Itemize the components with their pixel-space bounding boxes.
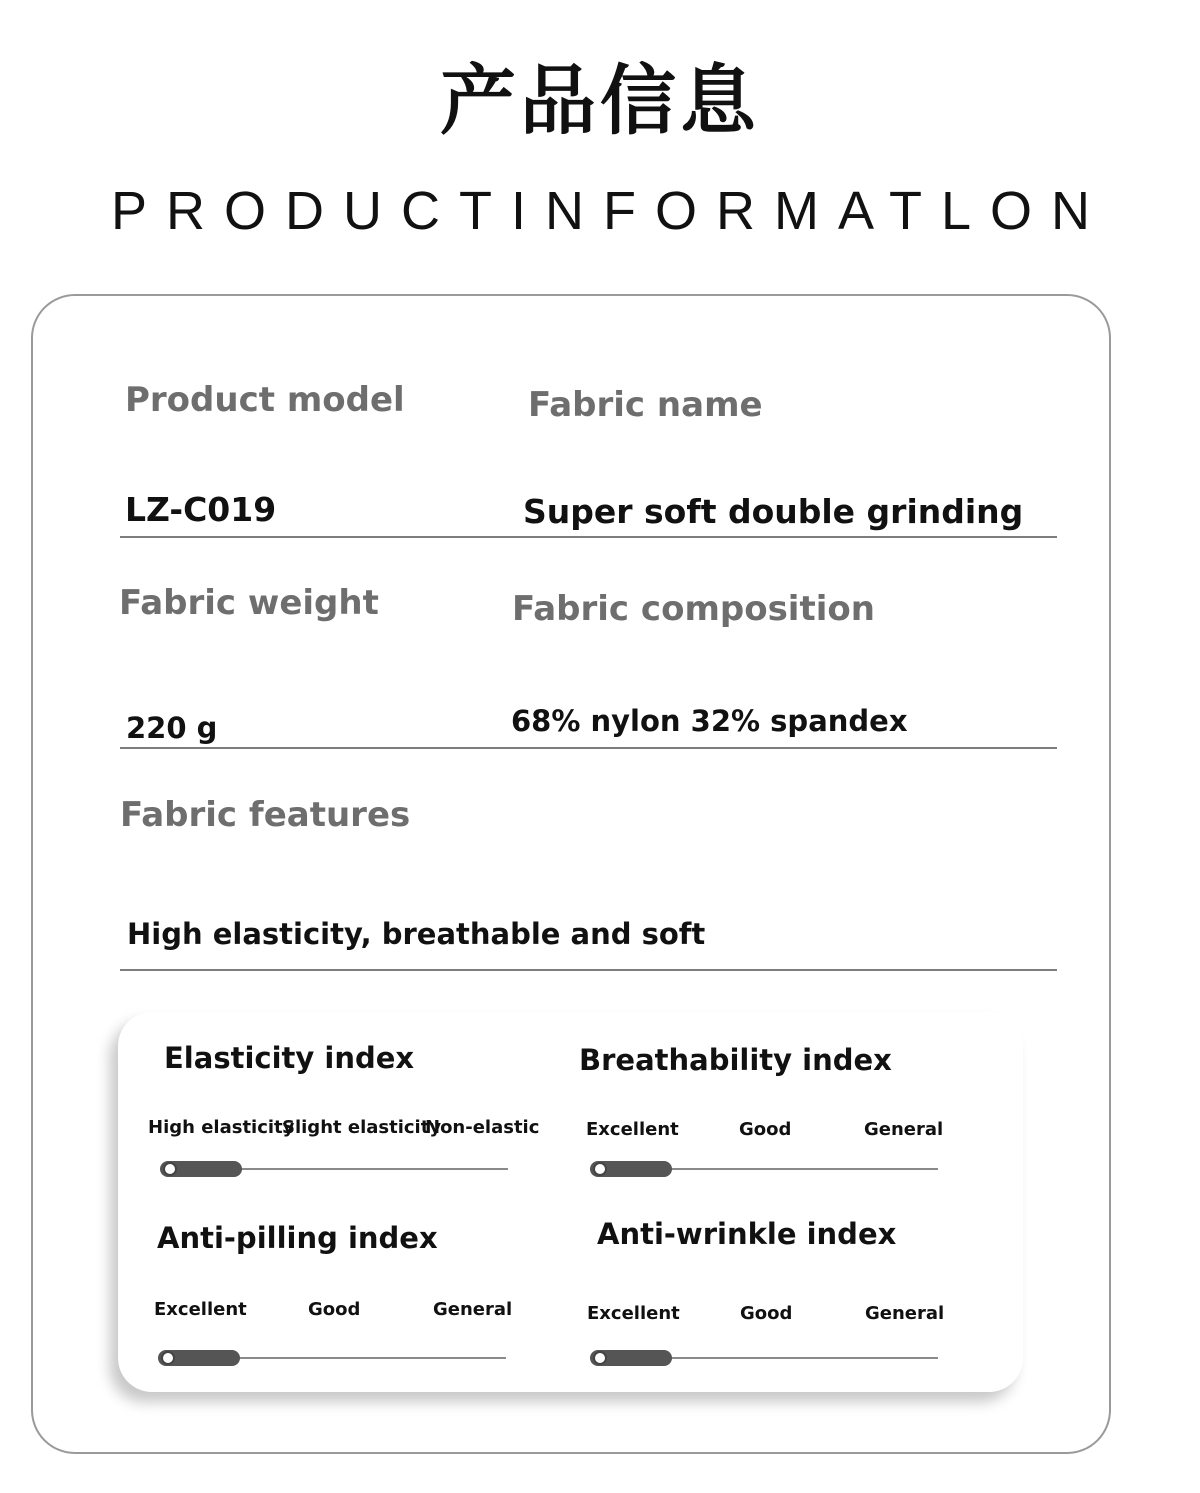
page-title-cn: 产品信息: [440, 56, 760, 145]
anti-pilling-option-excellent: Excellent: [154, 1299, 247, 1320]
fabric-weight-value: 220 g: [126, 711, 218, 745]
fabric-features-label: Fabric features: [120, 795, 411, 835]
anti-pilling-option-good: Good: [308, 1299, 361, 1320]
product-model-label: Product model: [125, 380, 405, 420]
anti-wrinkle-option-excellent: Excellent: [587, 1303, 680, 1324]
page-title-en: PRODUCTINFORMATLON: [111, 181, 1109, 241]
elasticity-index-title: Elasticity index: [164, 1041, 415, 1075]
divider-1: [120, 536, 1057, 538]
anti-wrinkle-option-general: General: [865, 1303, 945, 1324]
breathability-index-title: Breathability index: [579, 1043, 892, 1077]
fabric-composition-label: Fabric composition: [512, 589, 875, 629]
fabric-name-label: Fabric name: [528, 385, 763, 425]
anti-wrinkle-index-title: Anti-wrinkle index: [597, 1217, 897, 1251]
fabric-name-value: Super soft double grinding: [523, 492, 1024, 531]
breathability-slider-knob: [593, 1162, 607, 1176]
fabric-weight-label: Fabric weight: [119, 583, 379, 623]
breathability-option-excellent: Excellent: [586, 1119, 679, 1140]
elasticity-option-slight: Slight elasticity: [282, 1117, 442, 1138]
anti-wrinkle-option-good: Good: [740, 1303, 793, 1324]
fabric-composition-value: 68% nylon 32% spandex: [511, 704, 908, 738]
elasticity-option-non: Non-elastic: [425, 1117, 540, 1138]
elasticity-slider-knob: [163, 1162, 177, 1176]
divider-2: [120, 747, 1057, 749]
breathability-option-general: General: [864, 1119, 944, 1140]
anti-pilling-slider-knob: [161, 1351, 175, 1365]
elasticity-option-high: High elasticity: [148, 1117, 295, 1138]
divider-3: [120, 969, 1057, 971]
product-model-value: LZ-C019: [125, 490, 277, 529]
anti-pilling-option-general: General: [433, 1299, 513, 1320]
fabric-features-value: High elasticity, breathable and soft: [127, 917, 706, 951]
anti-wrinkle-slider-knob: [593, 1351, 607, 1365]
breathability-option-good: Good: [739, 1119, 792, 1140]
anti-pilling-index-title: Anti-pilling index: [157, 1221, 438, 1255]
